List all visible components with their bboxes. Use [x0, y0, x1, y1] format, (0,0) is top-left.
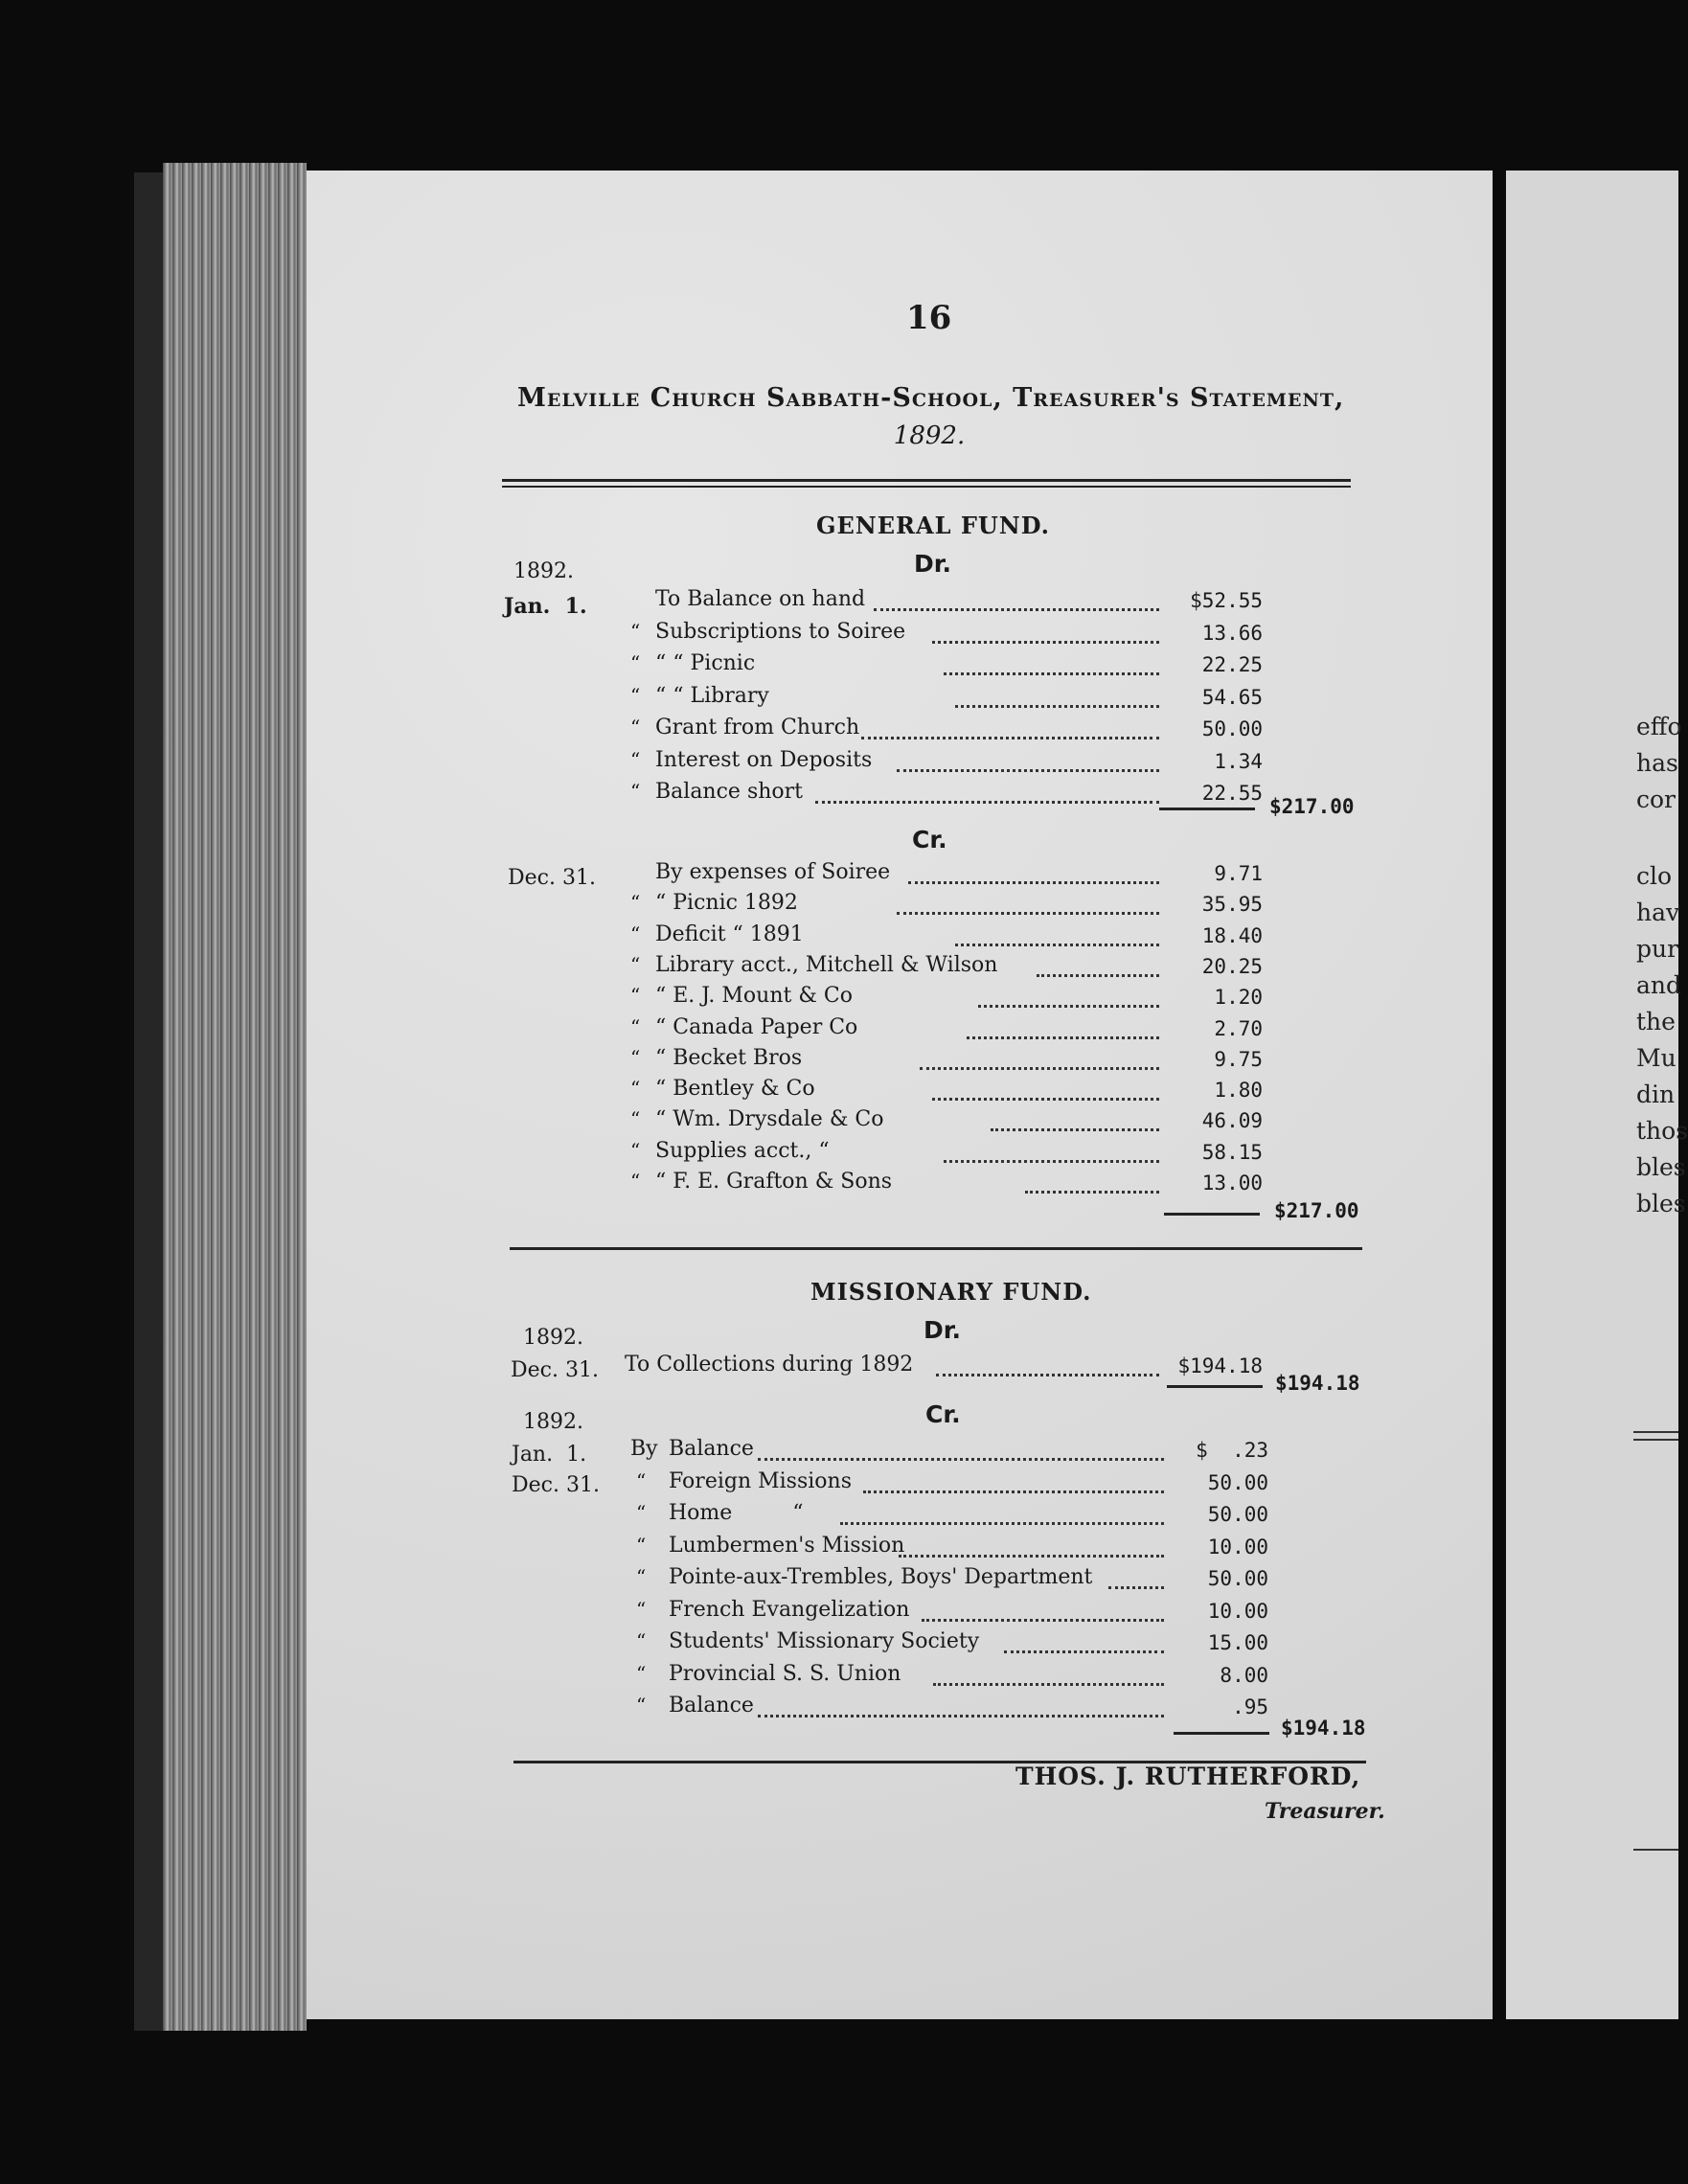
- entry-text: By expenses of Soiree: [655, 860, 891, 884]
- entry-text: Supplies acct., “: [655, 1138, 830, 1163]
- general-cr-subtotal-rule: [1164, 1213, 1260, 1216]
- statement-year: 1892.: [893, 421, 966, 450]
- entry-amount: 50.00: [1207, 1470, 1268, 1494]
- facing-page-rule-3: [1633, 1849, 1678, 1851]
- ditto-mark: “: [630, 683, 641, 707]
- dot-leader: [815, 801, 1159, 804]
- entry-amount: 50.00: [1207, 1503, 1268, 1526]
- general-fund-closing-rule: [510, 1247, 1362, 1250]
- entry-text: Library acct., Mitchell & Wilson: [655, 952, 998, 977]
- missionary-cr-date-1: Jan. 1.: [512, 1443, 587, 1467]
- page-title: Melville Church Sabbath-School, Treasurer's Statement,: [517, 383, 1345, 413]
- title-rule-2: [502, 486, 1351, 488]
- general-cr-total: $217.00: [1274, 1199, 1359, 1222]
- dot-leader: [955, 705, 1159, 708]
- general-cr-label: Cr.: [912, 826, 947, 853]
- entry-text: Balance short: [655, 780, 803, 804]
- general-dr-subtotal-rule: [1159, 808, 1255, 810]
- dot-leader: [944, 672, 1159, 675]
- missionary-cr-subtotal-rule: [1174, 1732, 1269, 1735]
- entry-text: “ F. E. Grafton & Sons: [655, 1170, 893, 1194]
- entry-amount: 1.80: [1214, 1079, 1263, 1103]
- dot-leader: [933, 1683, 1164, 1686]
- ditto-mark: “: [636, 1468, 647, 1492]
- page-number: 16: [906, 299, 952, 337]
- facing-page-fragment: and: [1636, 971, 1682, 999]
- entry-text: Pointe-aux-Trembles, Boys' Department: [669, 1565, 1093, 1589]
- dot-leader: [944, 1160, 1159, 1163]
- dot-leader: [861, 737, 1159, 739]
- entry-text: “ “ Library: [655, 683, 769, 708]
- general-fund-heading: GENERAL FUND.: [816, 512, 1051, 539]
- dot-leader: [955, 944, 1159, 946]
- general-cr-date: Dec. 31.: [508, 866, 596, 890]
- entry-text: Provincial S. S. Union: [669, 1661, 901, 1686]
- entry-text: French Evangelization: [669, 1597, 910, 1622]
- ditto-mark: “: [630, 780, 641, 803]
- missionary-cr-date-2: Dec. 31.: [512, 1473, 600, 1497]
- ditto-mark: “: [630, 747, 641, 771]
- facing-page-fragment: hav: [1636, 899, 1680, 926]
- facing-page-fragment: has: [1636, 749, 1678, 777]
- ditto-mark: “: [630, 1077, 641, 1101]
- missionary-dr-date: Dec. 31.: [511, 1358, 599, 1382]
- entry-amount: 2.70: [1214, 1016, 1263, 1040]
- entry-text: “ “ Picnic: [655, 651, 756, 675]
- facing-page-rule-2: [1633, 1439, 1678, 1441]
- dot-leader: [991, 1128, 1159, 1131]
- ditto-mark: “: [636, 1565, 647, 1588]
- ditto-mark: “: [630, 1170, 641, 1193]
- facing-page-fragment: thos: [1636, 1117, 1688, 1145]
- missionary-cr-total: $194.18: [1281, 1717, 1366, 1740]
- missionary-dr-subtotal-rule: [1167, 1385, 1263, 1388]
- entry-amount: $52.55: [1190, 589, 1263, 612]
- page-edges: [163, 163, 307, 2031]
- ditto-mark: “: [630, 1045, 641, 1069]
- entry-amount: 13.00: [1201, 1172, 1263, 1194]
- treasurer-name: THOS. J. RUTHERFORD,: [1015, 1763, 1361, 1790]
- entry-amount: 54.65: [1201, 685, 1263, 709]
- ditto-mark: “: [636, 1629, 647, 1652]
- dot-leader: [758, 1458, 1164, 1461]
- entry-text: Students' Missionary Society: [669, 1629, 980, 1653]
- entry-text: Balance: [669, 1437, 754, 1461]
- facing-page-fragment: bles: [1636, 1153, 1686, 1181]
- entry-text: To Collections during 1892: [625, 1353, 914, 1376]
- ditto-mark: “: [630, 716, 641, 739]
- missionary-dr-total: $194.18: [1275, 1372, 1360, 1395]
- ditto-mark: “: [630, 651, 641, 674]
- ditto-mark: By: [630, 1437, 658, 1461]
- entry-amount: 1.34: [1214, 749, 1263, 773]
- dot-leader: [840, 1522, 1164, 1525]
- general-dr-total: $217.00: [1269, 795, 1355, 818]
- entry-amount: $194.18: [1177, 1354, 1263, 1377]
- dot-leader: [1004, 1650, 1164, 1653]
- dot-leader: [897, 769, 1159, 772]
- ditto-mark: “: [636, 1501, 647, 1524]
- entry-amount: 8.00: [1220, 1663, 1268, 1687]
- entry-amount: 35.95: [1201, 893, 1263, 917]
- missionary-dr-label: Dr.: [924, 1316, 962, 1344]
- entry-text: “ Wm. Drysdale & Co: [655, 1107, 884, 1132]
- dot-leader: [932, 641, 1159, 644]
- facing-page-rule: [1633, 1431, 1678, 1433]
- entry-text: “ Becket Bros: [655, 1045, 803, 1070]
- dot-leader: [874, 608, 1159, 611]
- entry-amount: $ .23: [1196, 1439, 1268, 1462]
- dot-leader: [920, 1067, 1159, 1070]
- entry-text: “ Canada Paper Co: [655, 1014, 858, 1039]
- entry-amount: .95: [1232, 1695, 1268, 1718]
- dot-leader: [1108, 1586, 1164, 1589]
- facing-page-fragment: the: [1636, 1008, 1676, 1035]
- ditto-mark: “: [630, 952, 641, 976]
- entry-amount: 1.20: [1214, 986, 1263, 1010]
- entry-amount: 50.00: [1201, 717, 1263, 740]
- facing-page-fragment: clo: [1636, 862, 1673, 890]
- entry-amount: 46.09: [1201, 1109, 1263, 1133]
- entry-amount: 13.66: [1201, 621, 1263, 645]
- facing-page-fragment: Mu: [1636, 1044, 1677, 1072]
- entry-amount: 9.71: [1214, 862, 1263, 885]
- ditto-mark: “: [630, 1138, 641, 1162]
- ditto-mark: “: [636, 1533, 647, 1557]
- entry-text: Balance: [669, 1694, 754, 1718]
- entry-text: Home “: [669, 1501, 804, 1525]
- entry-amount: 50.00: [1207, 1567, 1268, 1590]
- missionary-cr-year: 1892.: [523, 1410, 583, 1434]
- entry-text: Foreign Missions: [669, 1468, 853, 1493]
- treasurer-title: Treasurer.: [1265, 1799, 1385, 1824]
- ditto-mark: “: [630, 891, 641, 915]
- entry-text: Interest on Deposits: [655, 747, 873, 772]
- dot-leader: [899, 1555, 1164, 1558]
- general-dr-label: Dr.: [914, 550, 952, 578]
- entry-text: Subscriptions to Soiree: [655, 619, 906, 644]
- dot-leader: [863, 1490, 1164, 1493]
- entry-text: Lumbermen's Mission: [669, 1533, 905, 1558]
- dot-leader: [967, 1036, 1159, 1039]
- entry-amount: 22.55: [1201, 782, 1263, 805]
- entry-amount: 18.40: [1201, 923, 1263, 947]
- ditto-mark: “: [630, 921, 641, 945]
- dot-leader: [1025, 1191, 1159, 1194]
- ditto-mark: “: [636, 1661, 647, 1685]
- entry-text: “ Picnic 1892: [655, 891, 798, 916]
- entry-amount: 58.15: [1201, 1140, 1263, 1164]
- general-dr-date: Jan. 1.: [504, 594, 587, 619]
- title-rule: [502, 479, 1351, 482]
- ditto-mark: “: [630, 984, 641, 1008]
- general-dr-year: 1892.: [513, 559, 574, 583]
- missionary-fund-heading: MISSIONARY FUND.: [810, 1278, 1092, 1306]
- entry-text: Grant from Church: [655, 716, 860, 739]
- entry-text: “ E. J. Mount & Co: [655, 984, 853, 1009]
- missionary-dr-year: 1892.: [523, 1326, 583, 1350]
- ditto-mark: “: [630, 619, 641, 643]
- entry-amount: 22.25: [1201, 653, 1263, 676]
- entry-text: To Balance on hand: [655, 587, 866, 611]
- facing-page-fragment: bles: [1636, 1190, 1686, 1217]
- dot-leader: [1037, 974, 1159, 977]
- dot-leader: [897, 912, 1159, 915]
- ditto-mark: “: [630, 1107, 641, 1131]
- dot-leader: [922, 1619, 1164, 1622]
- entry-amount: 20.25: [1201, 954, 1263, 978]
- dot-leader: [758, 1715, 1164, 1718]
- dot-leader: [936, 1374, 1159, 1376]
- dot-leader: [978, 1005, 1159, 1008]
- missionary-cr-label: Cr.: [925, 1400, 961, 1428]
- facing-page-fragment: pur: [1636, 935, 1679, 963]
- entry-amount: 10.00: [1207, 1535, 1268, 1558]
- ditto-mark: “: [630, 1014, 641, 1038]
- dot-leader: [932, 1098, 1159, 1101]
- ditto-mark: “: [636, 1694, 647, 1717]
- dot-leader: [908, 881, 1159, 884]
- entry-text: Deficit “ 1891: [655, 921, 804, 946]
- entry-amount: 9.75: [1214, 1047, 1263, 1071]
- facing-page-fragment: din: [1636, 1081, 1676, 1108]
- entry-amount: 10.00: [1207, 1599, 1268, 1623]
- entry-text: “ Bentley & Co: [655, 1077, 815, 1102]
- facing-page-fragment: effo: [1636, 713, 1682, 740]
- facing-page-fragment: cor: [1636, 785, 1677, 813]
- ditto-mark: “: [636, 1597, 647, 1621]
- entry-amount: 15.00: [1207, 1631, 1268, 1654]
